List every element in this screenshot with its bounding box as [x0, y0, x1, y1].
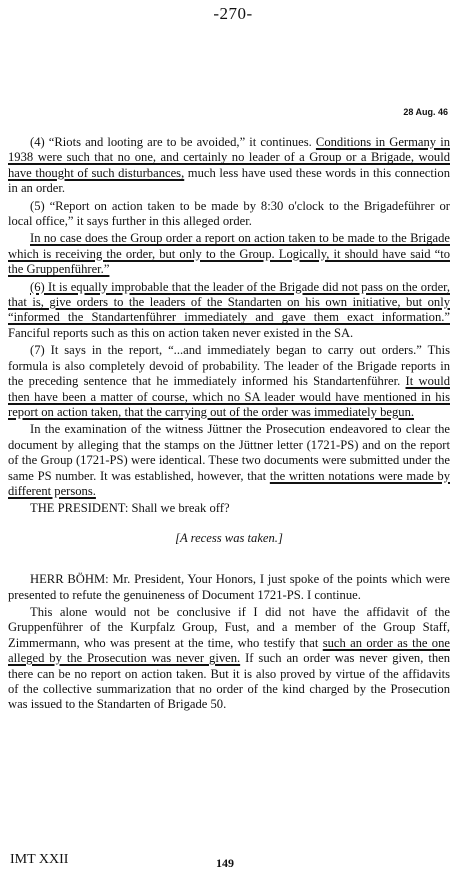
- paragraph-6: [8, 280, 450, 342]
- paragraph-5: (5) “Report on action taken to be made by 8:30 o'clock to the Brigadeführer or local office,” it says further in this alleged order.: [8, 198, 450, 229]
- body-text: [8, 135, 450, 715]
- paragraph-7: [8, 343, 450, 420]
- text-run: Fanciful reports such as this on action taken never existed in the SA.: [8, 325, 354, 340]
- underlined-text: Conditions in Germany in 1938 were such that no one, and certainly no leader of a Group or a Brigade, would have thought of such disturbances,: [8, 135, 450, 180]
- text-run: In the examination of the witness Jüttner the Prosecution endeavored to clear the document by alleging that the stamps on the Jüttner letter (1721-PS) and on the report of the Group (1721-PS) were identical. These two documents were submitted under the same PS number. It was established, however, that: [8, 422, 450, 483]
- underlined-text: (6) It is equally improbable that the leader of the Brigade did not pass on the order, that is, give orders to the leaders of the Standarten on his own initiative, but only “informed the Standartenführer immediately and gave them exact information.”: [8, 279, 450, 325]
- speaker-president: THE PRESIDENT: Shall we break off?: [30, 501, 230, 516]
- date-tag: 28 Aug. 46: [403, 107, 448, 117]
- paragraph-4: [8, 135, 450, 197]
- underlined-text: such an order as the one alleged by the Prosecution was never given.: [8, 635, 450, 666]
- footer-volume: IMT XXII: [10, 852, 69, 867]
- paragraph-juttner: [8, 422, 450, 499]
- underlined-text: In no case does the Group order a report on action taken to be made to the Brigade which is receiving the order, but only to the Group. Logically, it should have said “to the Gruppenführer.”: [8, 231, 450, 277]
- underlined-text: the written notations were made by different persons.: [8, 468, 450, 498]
- paragraph-affidavit: [8, 605, 450, 713]
- page-number-top: -270-: [213, 4, 253, 23]
- recess-note: [A recess was taken.]: [175, 530, 283, 545]
- text-run: If such an order was never given, then there can be no report on action taken. But it is also proved by virtue of the affidavits of the collective summarization that no order of the kind charged by the Prosecution was issued to the Standarten of Brigade 50.: [8, 651, 451, 712]
- text-run: (7) It says in the report, “...and immediately began to carry out orders.” This formula is also completely devoid of probability. The leader of the Brigade reports in the preceding sentence that he immediately informed his Standartenführer.: [8, 343, 450, 389]
- footer-page-number: 149: [216, 856, 234, 870]
- paragraph-5-continued: [8, 231, 450, 277]
- text-run: (4) “Riots and looting are to be avoided,” it continues.: [30, 135, 316, 149]
- speaker-bohm: HERR BÖHM: Mr. President, Your Honors, I just spoke of the points which were presented to refute the genuineness of Document 1721-PS. I continue.: [8, 572, 450, 602]
- text-run: much less have used these words in this connection in an order.: [8, 165, 450, 196]
- text-run: This alone would not be conclusive if I did not have the affidavit of the Gruppenführer of the Kurpfalz Group, Fust, and a member of the Group Staff, Zimmermann, who was present at the time, who testify that: [8, 604, 450, 650]
- underlined-text: It would then have been a matter of course, which no SA leader would have mentioned in his report on action taken, that the carrying out of the order was immediately begun.: [8, 374, 450, 419]
